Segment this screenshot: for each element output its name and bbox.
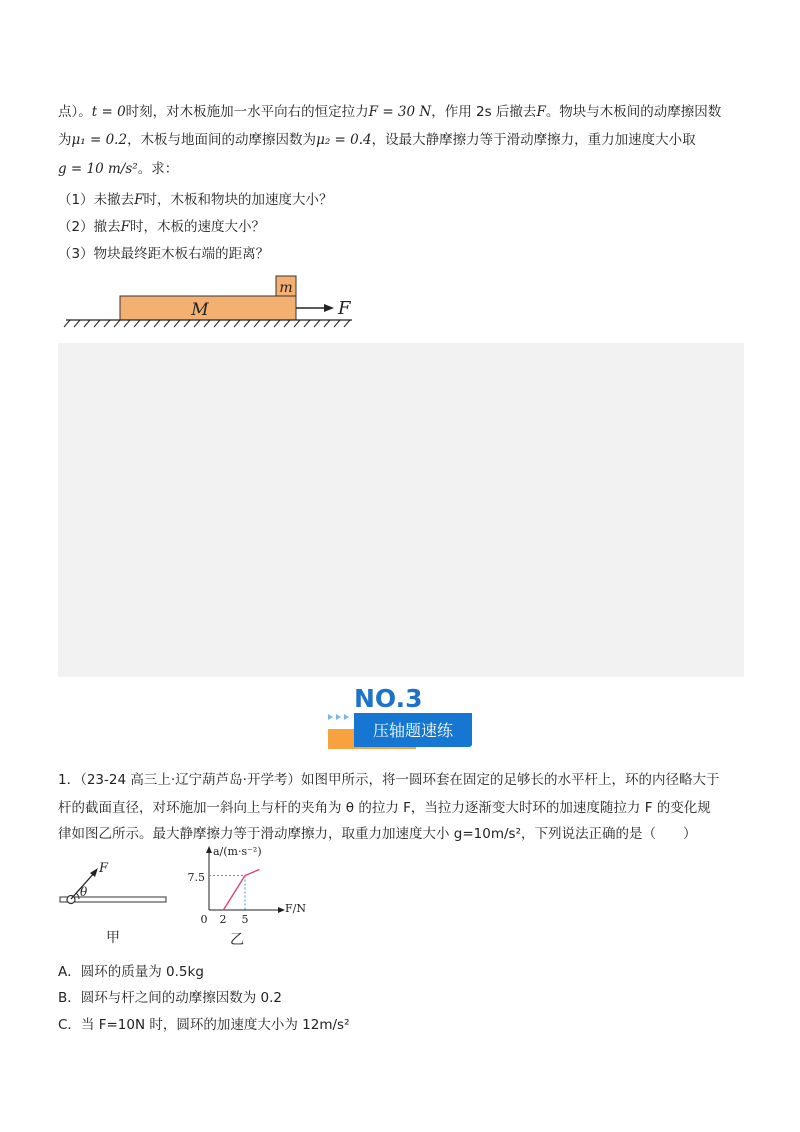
text-segment: ，设最大静摩擦力等于滑动摩擦力，重力加速度大小取 <box>371 132 696 148</box>
force-label: F <box>99 861 109 876</box>
math-mu1: μ₁ = 0.2 <box>71 132 128 148</box>
text-segment: ，作用 2s 后撤去 <box>431 104 537 120</box>
mc-question-line-2: 杆的截面直径，对环施加一斜向上与杆的夹角为 θ 的拉力 F，当拉力逐渐变大时环的加速度随拉力 F 的变化规 <box>58 800 711 816</box>
play-arrows-icon <box>328 714 333 720</box>
banner-title: 压轴题速练 <box>372 721 454 740</box>
math-t0: t = 0 <box>91 104 126 120</box>
x-axis-arrow-icon <box>278 907 285 913</box>
x-tick-label-2: 2 <box>219 913 227 926</box>
y-tick-label: 7.5 <box>187 871 205 884</box>
play-arrow-icon <box>344 714 349 720</box>
math-F: F <box>134 192 144 208</box>
figure-yi-chart <box>187 840 320 950</box>
text-segment: 时，木板的速度大小？ <box>129 219 265 235</box>
x-tick-label-5: 5 <box>241 913 249 926</box>
option-c[interactable]: C．当 F=10N 时，圆环的加速度大小为 12m/s² <box>58 1017 350 1033</box>
option-b[interactable]: B．圆环与杆之间的动摩擦因数为 0.2 <box>58 990 283 1006</box>
text-segment: ，木板与地面间的动摩擦因数为 <box>127 132 317 148</box>
angle-label: θ <box>80 885 88 899</box>
question-3 <box>58 242 269 262</box>
text-segment: 时，木板和物块的加速度大小？ <box>143 192 333 208</box>
math-g: g = 10 m/s² <box>58 161 138 177</box>
text-segment: （2）撤去 <box>58 219 121 235</box>
mc-question-line-3: 律如图乙所示。最大静摩擦力等于滑动摩擦力，取重力加速度大小 g=10m/s²，下列说法正确的是（ ） <box>58 826 697 842</box>
figure-jia <box>55 850 175 950</box>
horizontal-rod <box>60 897 166 902</box>
problem-line-1 <box>58 100 721 120</box>
math-force: F = 30 N <box>368 104 432 120</box>
section-banner <box>326 683 476 753</box>
y-axis-arrow-icon <box>206 846 212 853</box>
text-segment: （1）未撤去 <box>58 192 135 208</box>
text-segment: 。求： <box>137 161 179 177</box>
math-mu2: μ₂ = 0.4 <box>316 132 372 148</box>
ground-hatch <box>64 320 350 327</box>
option-a[interactable]: A．圆环的质量为 0.5kg <box>58 964 204 980</box>
problem-line-3 <box>58 157 178 177</box>
math-F: F <box>120 219 130 235</box>
text-segment: 点）。 <box>58 104 92 120</box>
problem-line-2 <box>58 128 696 148</box>
board-block-figure <box>60 270 360 330</box>
figure-jia-label: 甲 <box>106 930 120 946</box>
x-axis-label: F/N <box>285 902 306 915</box>
play-arrow-icon <box>336 714 341 720</box>
banner-number: NO.3 <box>354 684 423 713</box>
question-1 <box>58 188 332 208</box>
x-tick-label-0: 0 <box>200 913 208 926</box>
text-segment: 。物块与木板间的动摩擦因数 <box>545 104 722 120</box>
block-label: m <box>279 280 293 296</box>
board-label: M <box>191 300 209 320</box>
question-2 <box>58 215 265 235</box>
text-segment: （3）物块最终距木板右端的距离？ <box>58 246 270 262</box>
y-axis-label: a/(m·s⁻²) <box>213 845 262 858</box>
arrowhead-icon <box>324 304 334 312</box>
figure-yi-label: 乙 <box>230 932 244 948</box>
text-segment: 为 <box>58 132 72 148</box>
force-label: F <box>338 298 351 319</box>
math-F: F <box>536 104 546 120</box>
mc-question-line-1: 1．（23-24 高三上·辽宁葫芦岛·开学考）如图甲所示，将一圆环套在固定的足够长的水平杆上，环的内径略大于 <box>58 772 720 788</box>
answer-area <box>58 343 744 677</box>
text-segment: 时刻，对木板施加一水平向右的恒定拉力 <box>125 104 369 120</box>
